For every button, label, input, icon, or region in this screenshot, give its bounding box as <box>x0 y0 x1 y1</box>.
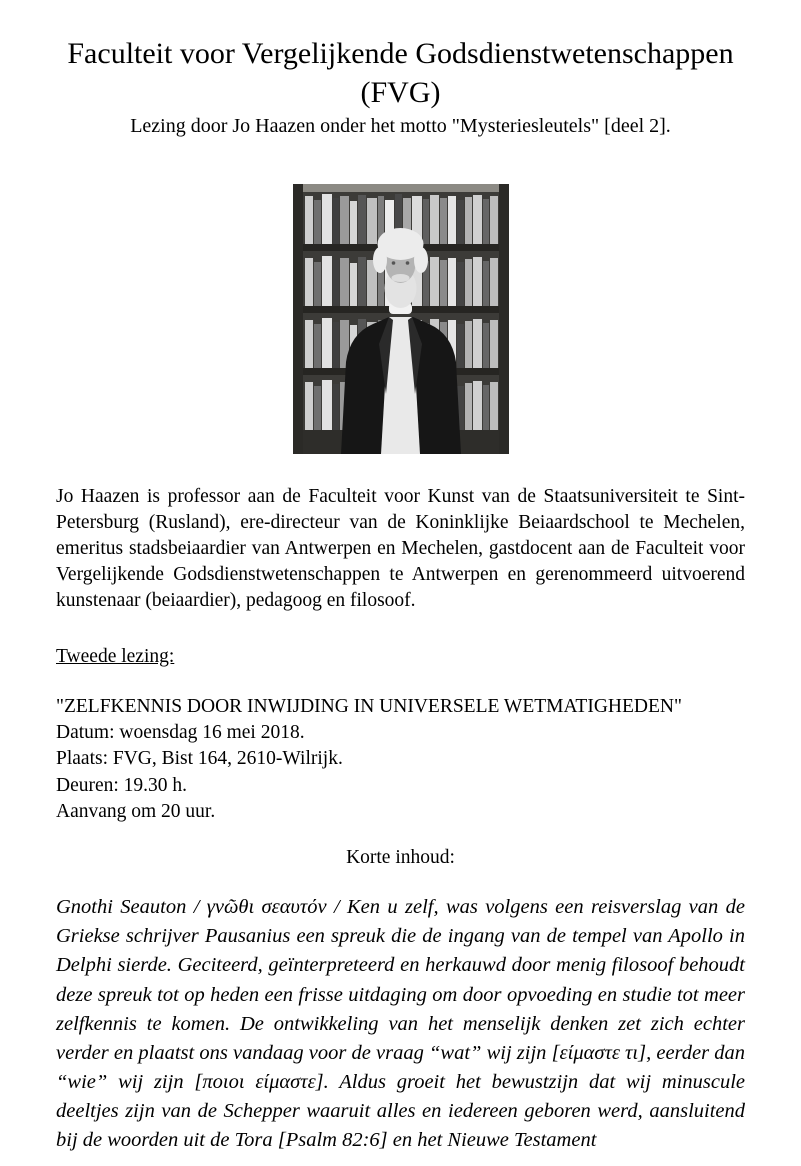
portrait-photo <box>56 184 745 454</box>
lecture-place: Plaats: FVG, Bist 164, 2610-Wilrijk. <box>56 748 343 770</box>
summary-heading: Korte inhoud: <box>346 847 455 869</box>
page-title <box>56 34 745 112</box>
lecture-subtitle: Lezing door Jo Haazen onder het motto "Mysteriesleutels" [deel 2]. <box>130 115 671 137</box>
lecture-title: "ZELFKENNIS DOOR INWIJDING IN UNIVERSELE WETMATIGHEDEN" <box>56 695 682 717</box>
lecture-doors: Deuren: 19.30 h. <box>56 774 188 796</box>
lecture-start: Aanvang om 20 uur. <box>56 800 216 822</box>
lecture-details <box>56 694 745 826</box>
portrait-photo-illustration <box>293 184 509 454</box>
page-title-line2: (FVG) <box>360 76 441 109</box>
bio-paragraph: Jo Haazen is professor aan de Faculteit voor Kunst van de Staatsuniversiteit te Sint-Petersburg (Rusland), ere-directeur van de Koninklijke Beiaardschool te Mechelen, emeritus stadsbeiaardier van Antwerpen en Mechelen, gastdocent aan de Faculteit voor Vergelijkende Godsdienstwetenschappen te Antwerpen en gerenommeerd uitvoerend kunstenaar (beiaardier), pedagoog en filosoof. <box>56 486 745 611</box>
second-lecture-heading <box>56 646 745 668</box>
summary-paragraph: Gnothi Seauton / γνῶθι σεαυτόν / Ken u zelf, was volgens een reisverslag van de Griekse schrijver Pausanius een spreuk die de ingang van de tempel van Apollo in Delphi sierde. Geciteerd, geïnterpreteerd en herkauwd door menig filosoof behoudt deze spreuk tot op heden een frisse uitdaging om door opvoeding en studie tot meer zelfkennis te komen. De ontwikkeling van het menselijk denken zet zich echter verder en plaatst ons vandaag voor de vraag “wat” wij zijn [είμαστε τι], eerder dan “wie” wij zijn [ποιοι είμαστε]. Aldus groeit het bewustzijn dat wij minuscule deeltjes zijn van de Schepper waaruit alles en iedereen geboren werd, aansluitend bij de woorden uit de Tora [Psalm 82:6] en het Nieuwe Testament <box>56 896 745 1152</box>
page-title-line1: Faculteit voor Vergelijkende Godsdienstwetenschappen <box>67 37 734 70</box>
second-lecture-heading-text: Tweede lezing: <box>56 645 175 667</box>
lecture-date: Datum: woensdag 16 mei 2018. <box>56 721 305 743</box>
